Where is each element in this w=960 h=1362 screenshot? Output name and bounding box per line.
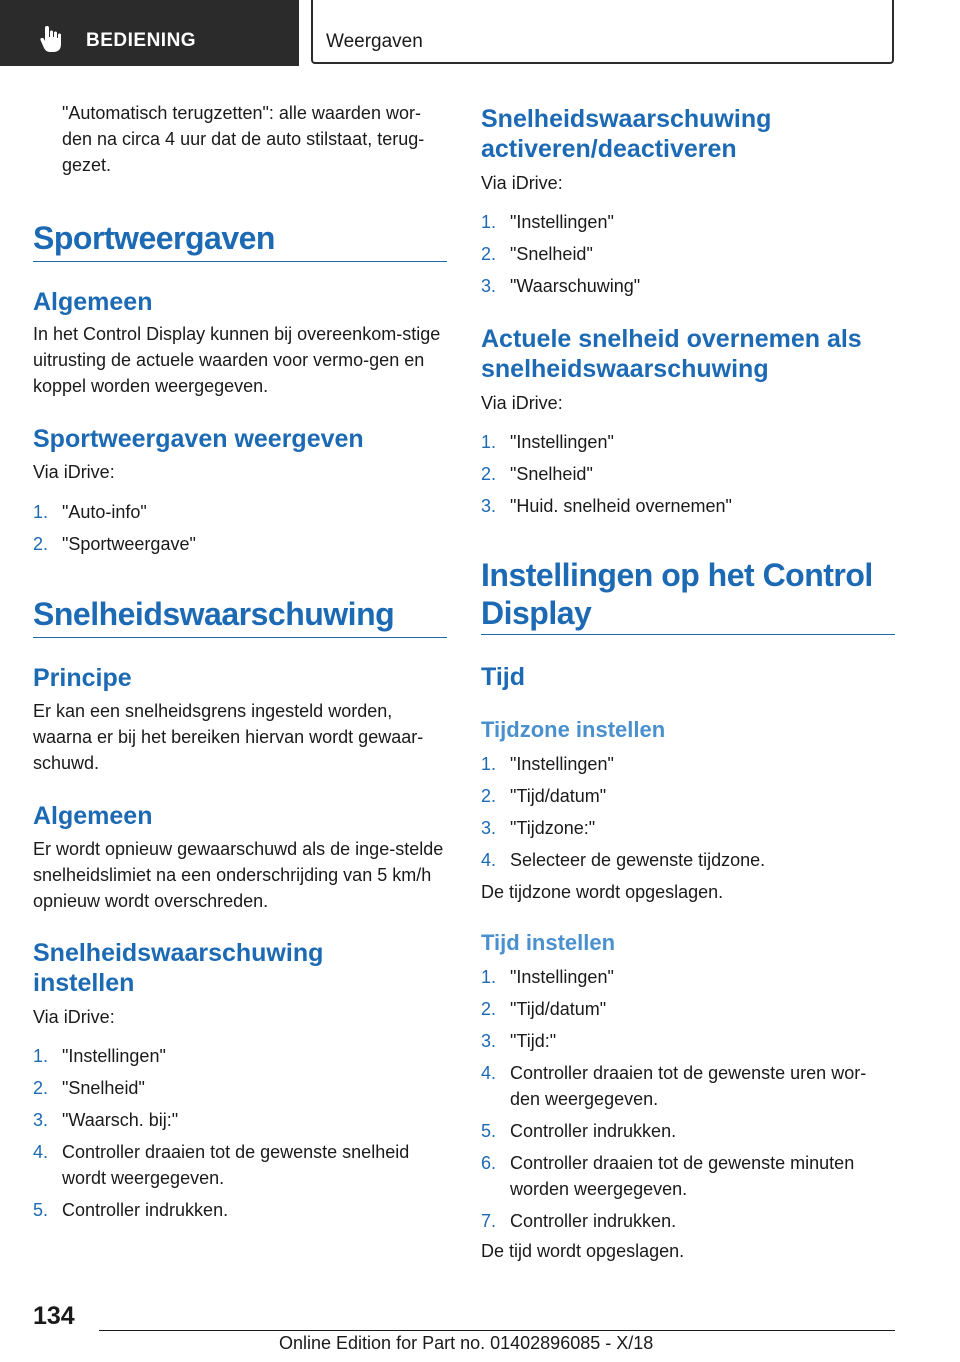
list-item <box>481 461 895 487</box>
list-item <box>33 1197 447 1223</box>
step-text: Controller indrukken. <box>510 1211 677 1231</box>
step-number: 3. <box>481 496 497 516</box>
step-text: "Waarsch. bij:" <box>62 1110 179 1130</box>
list-item <box>481 1118 895 1144</box>
step-text: "Tijd/datum" <box>510 786 607 806</box>
list-item <box>481 783 895 809</box>
heading-snelheidswaarschuwing-instellen: Snelheidswaarschuwing instellen <box>33 939 324 997</box>
heading-tijdzone-instellen: Tijdzone instellen <box>481 717 666 742</box>
list-item <box>481 493 895 519</box>
list-item <box>481 1060 895 1112</box>
page-number: 134 <box>33 1302 75 1330</box>
tijd-instellen-result: De tijd wordt opgeslagen. <box>481 1241 685 1261</box>
step-text: "Tijd:" <box>510 1031 557 1051</box>
instellen-steps <box>33 1043 447 1229</box>
tijdzone-result-block <box>481 879 895 905</box>
step-number: 2. <box>481 244 497 264</box>
heading-algemeen-2: Algemeen <box>33 802 153 830</box>
step-number: 5. <box>481 1121 497 1141</box>
section-tab-label: BEDIENING <box>86 30 197 51</box>
step-number: 7. <box>481 1211 497 1231</box>
step-number: 2. <box>481 999 497 1019</box>
chapter-tab-label: Weergaven <box>326 31 423 52</box>
step-text: "Sportweergave" <box>62 534 196 554</box>
step-text: Controller draaien tot de gewenste snelheid wordt weergegeven. <box>62 1142 410 1188</box>
list-item <box>481 1208 895 1234</box>
step-text: "Tijd/datum" <box>510 999 607 1019</box>
step-text: "Waarschuwing" <box>510 276 641 296</box>
step-text: "Snelheid" <box>510 244 593 264</box>
tijdzone-steps <box>481 751 895 879</box>
step-number: 4. <box>481 850 497 870</box>
step-number: 3. <box>33 1110 49 1130</box>
sportweergaven-weergeven-intro-block <box>33 459 447 485</box>
activeren-steps <box>481 209 895 305</box>
step-text: "Snelheid" <box>62 1078 145 1098</box>
step-number: 2. <box>481 786 497 806</box>
step-text: "Instellingen" <box>510 754 614 774</box>
step-text: "Instellingen" <box>510 432 614 452</box>
footer-divider <box>99 1330 895 1331</box>
step-number: 4. <box>481 1063 497 1083</box>
step-number: 4. <box>33 1142 49 1162</box>
heading-sportweergaven-weergeven: Sportweergaven weergeven <box>33 425 364 453</box>
step-number: 1. <box>481 212 497 232</box>
step-text: Controller indrukken. <box>510 1121 677 1141</box>
instellen-intro-block <box>33 1004 447 1030</box>
step-text: Controller indrukken. <box>62 1200 229 1220</box>
page-header <box>0 0 960 66</box>
step-number: 2. <box>481 464 497 484</box>
footer-edition: Online Edition for Part no. 01402896085 - X/18 <box>279 1333 654 1353</box>
list-item <box>481 429 895 455</box>
overnemen-intro: Via iDrive: <box>481 393 563 413</box>
hand-pointer-icon <box>40 26 64 52</box>
list-item <box>33 1043 447 1069</box>
step-text: "Auto-info" <box>62 502 147 522</box>
step-number: 1. <box>33 1046 49 1066</box>
algemeen-2-text-block <box>33 836 447 914</box>
intro-text-block <box>62 100 447 178</box>
step-text: Selecteer de gewenste tijdzone. <box>510 850 766 870</box>
step-text: "Instellingen" <box>62 1046 166 1066</box>
heading-actuele-snelheid-overnemen: Actuele snelheid overnemen als snelheidswaarschuwing <box>481 325 862 383</box>
step-text: "Huid. snelheid overnemen" <box>510 496 732 516</box>
list-item <box>33 1075 447 1101</box>
list-item <box>481 209 895 235</box>
list-item <box>33 1139 447 1191</box>
step-number: 2. <box>33 1078 49 1098</box>
list-item <box>33 499 447 525</box>
list-item <box>33 1107 447 1133</box>
sportweergaven-steps <box>33 499 447 563</box>
step-text: "Tijdzone:" <box>510 818 596 838</box>
step-number: 3. <box>481 276 497 296</box>
instellen-intro: Via iDrive: <box>33 1007 115 1027</box>
intro-text: "Automatisch terugzetten": alle waarden wor-den na circa 4 uur dat de auto stilstaat, terug-gezet. <box>62 103 425 175</box>
overnemen-intro-block <box>481 390 895 416</box>
heading-instellingen-control-display: Instellingen op het Control Display <box>481 556 895 635</box>
heading-algemeen-1: Algemeen <box>33 288 153 316</box>
activeren-intro: Via iDrive: <box>481 173 563 193</box>
list-item <box>481 241 895 267</box>
activeren-intro-block <box>481 170 895 196</box>
list-item <box>481 751 895 777</box>
heading-sportweergaven: Sportweergaven <box>33 219 447 262</box>
list-item <box>481 847 895 873</box>
list-item <box>481 996 895 1022</box>
step-number: 1. <box>481 967 497 987</box>
principe-text-block <box>33 698 447 776</box>
list-item <box>481 1028 895 1054</box>
step-number: 1. <box>33 502 49 522</box>
list-item <box>481 273 895 299</box>
step-text: Controller draaien tot de gewenste uren wor-den weergegeven. <box>510 1063 867 1109</box>
step-text: "Snelheid" <box>510 464 593 484</box>
step-number: 1. <box>481 754 497 774</box>
tijd-instellen-steps <box>481 964 895 1240</box>
step-text: Controller draaien tot de gewenste minuten worden weergegeven. <box>510 1153 855 1199</box>
step-number: 3. <box>481 1031 497 1051</box>
heading-activeren-deactiveren: Snelheidswaarschuwing activeren/deactiveren <box>481 105 772 163</box>
algemeen-1-text: In het Control Display kunnen bij overeenkom-stige uitrusting de actuele waarden voor vermo-gen en koppel worden weergegeven. <box>33 324 441 396</box>
heading-snelheidswaarschuwing: Snelheidswaarschuwing <box>33 595 447 638</box>
section-tab <box>0 0 299 66</box>
algemeen-1-text-block <box>33 321 447 399</box>
sportweergaven-weergeven-intro: Via iDrive: <box>33 462 115 482</box>
overnemen-steps <box>481 429 895 525</box>
list-item <box>481 1150 895 1202</box>
step-number: 1. <box>481 432 497 452</box>
step-number: 5. <box>33 1200 49 1220</box>
tijdzone-result: De tijdzone wordt opgeslagen. <box>481 882 724 902</box>
principe-text: Er kan een snelheidsgrens ingesteld worden, waarna er bij het bereiken hiervan wordt gewaar-schuwd. <box>33 701 424 773</box>
step-number: 3. <box>481 818 497 838</box>
step-text: "Instellingen" <box>510 212 614 232</box>
list-item <box>33 531 447 557</box>
heading-tijd: Tijd <box>481 663 525 691</box>
heading-tijd-instellen: Tijd instellen <box>481 930 616 955</box>
tijd-instellen-result-block <box>481 1238 895 1264</box>
step-number: 2. <box>33 534 49 554</box>
list-item <box>481 815 895 841</box>
step-number: 6. <box>481 1153 497 1173</box>
step-text: "Instellingen" <box>510 967 614 987</box>
algemeen-2-text: Er wordt opnieuw gewaarschuwd als de inge-stelde snelheidslimiet na een onderschrijding van 5 km/h opnieuw wordt overschreden. <box>33 839 444 911</box>
list-item <box>481 964 895 990</box>
heading-principe: Principe <box>33 664 132 692</box>
